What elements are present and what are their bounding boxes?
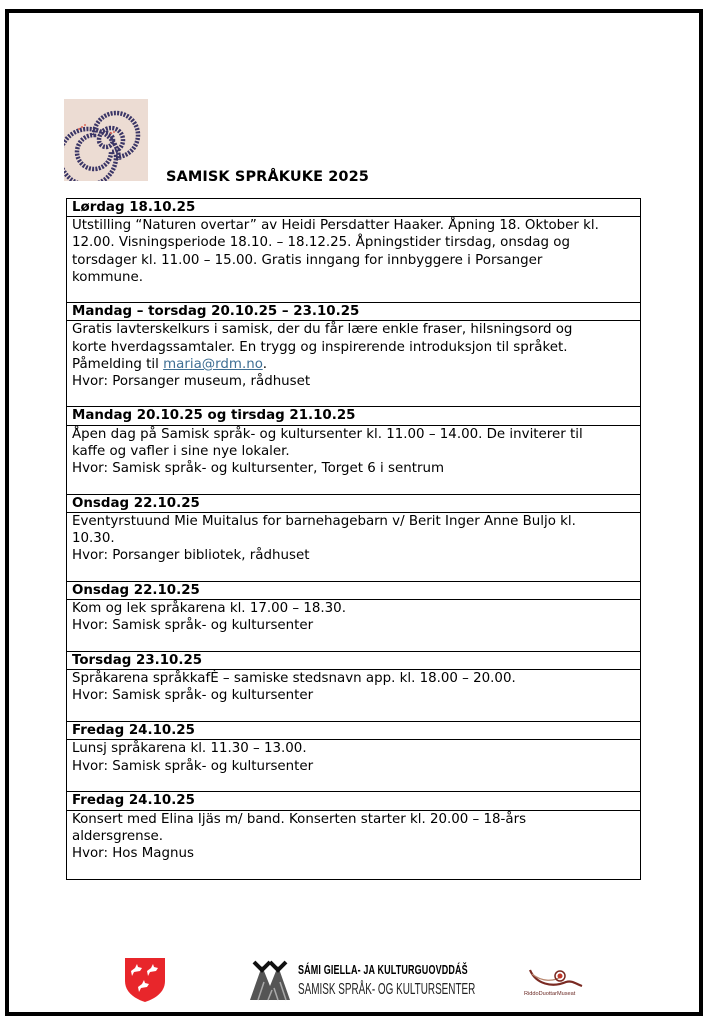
signup-suffix: .: [262, 356, 267, 372]
event-text-line: kaffe og vafler i sine nye lokaler.: [72, 443, 290, 459]
event-location: Hvor: Samisk språk- og kultursenter: [72, 758, 314, 774]
event-detail: [67, 810, 641, 879]
event-date-row: [67, 303, 641, 321]
event-detail-row: [67, 740, 641, 792]
event-date-row: [67, 652, 641, 670]
event-detail-row: [67, 670, 641, 722]
event-location: Hvor: Porsanger bibliotek, rådhuset: [72, 548, 310, 564]
event-date-row: [67, 199, 641, 217]
event-text-line: Åpen dag på Samisk språk- og kultursenter kl. 11.00 – 14.00. De inviterer til: [72, 426, 583, 442]
event-date: Onsdag 22.10.25: [67, 581, 641, 599]
event-text-line: Lunsj språkarena kl. 11.30 – 13.00.: [72, 741, 307, 757]
event-date: Mandag 20.10.25 og tirsdag 21.10.25: [67, 407, 641, 425]
event-date-row: [67, 792, 641, 810]
right-logo-text: RiddoDuottarMuseat: [524, 991, 576, 997]
event-detail: [67, 425, 641, 494]
event-text-line: korte hverdagssamtaler. En trygg og inspirerende introduksjon til språket.: [72, 339, 568, 355]
riddoduottarmuseat-logo: [522, 962, 588, 1002]
language-week-logo: [64, 99, 148, 181]
samisk-kultursenter-logo: [248, 960, 476, 1002]
event-date: Fredag 24.10.25: [67, 792, 641, 810]
event-text-line: Eventyrstuund Mie Muitalus for barnehagebarn v/ Berit Inger Anne Buljo kl.: [72, 513, 576, 529]
event-text-line: torsdager kl. 11.00 – 15.00. Gratis inngang for innbyggere i Porsanger: [72, 252, 543, 268]
event-text-line: Språkarena språkkafÈ – samiske stedsnavn app. kl. 18.00 – 20.00.: [72, 671, 516, 687]
event-location: Hvor: Hos Magnus: [72, 846, 194, 862]
signup-line: [72, 356, 640, 373]
event-text-line: kommune.: [72, 269, 144, 285]
event-date: Mandag – torsdag 20.10.25 – 23.10.25: [67, 303, 641, 321]
event-detail: [67, 600, 641, 652]
event-detail-row: [67, 425, 641, 494]
spiral-logo-icon: [64, 99, 148, 181]
event-text-line: aldersgrense.: [72, 828, 164, 844]
event-location: Hvor: Porsanger museum, rådhuset: [72, 374, 311, 390]
event-date-row: [67, 722, 641, 740]
event-detail-row: [67, 512, 641, 581]
event-text-line: 12.00. Visningsperiode 18.10. – 18.12.25. Åpningstider tirsdag, onsdag og: [72, 235, 570, 251]
event-text-line: Gratis lavterskelkurs i samisk, der du får lære enkle fraser, hilsningsord og: [72, 322, 573, 338]
event-date-row: [67, 581, 641, 599]
event-date-row: [67, 407, 641, 425]
event-date: Onsdag 22.10.25: [67, 494, 641, 512]
center-logo-line1: SÁMI GIELLA- JA KULTURGUOVDDÁŠ: [298, 963, 468, 977]
event-location: Hvor: Samisk språk- og kultursenter: [72, 618, 314, 634]
document-title: SAMISK SPRÅKUKE 2025: [166, 169, 369, 185]
event-text-line: Utstilling “Naturen overtar” av Heidi Persdatter Haaker. Åpning 18. Oktober kl.: [72, 218, 599, 234]
event-text-line: Konsert med Elina Ijäs m/ band. Konserten starter kl. 20.00 – 18-års: [72, 811, 527, 827]
event-text-line: Kom og lek språkarena kl. 17.00 – 18.30.: [72, 601, 346, 617]
porsanger-coat-of-arms: [124, 957, 166, 1003]
event-location: Hvor: Samisk språk- og kultursenter, Torget 6 i sentrum: [72, 461, 445, 477]
event-date: Lørdag 18.10.25: [67, 199, 641, 217]
event-detail-row: [67, 217, 641, 303]
event-detail: [67, 670, 641, 722]
event-detail: [67, 321, 641, 407]
shield-icon: [124, 957, 166, 1003]
event-detail: [67, 740, 641, 792]
signup-prefix: Påmelding til: [72, 356, 164, 372]
events-table: [66, 198, 641, 880]
event-date-row: [67, 494, 641, 512]
event-detail: [67, 217, 641, 303]
event-text-line: 10.30.: [72, 531, 115, 547]
event-detail-row: [67, 600, 641, 652]
lavvu-icon: [248, 960, 294, 1002]
event-location: Hvor: Samisk språk- og kultursenter: [72, 688, 314, 704]
event-date: Fredag 24.10.25: [67, 722, 641, 740]
event-date: Torsdag 23.10.25: [67, 652, 641, 670]
email-link[interactable]: maria@rdm.no: [163, 356, 263, 372]
event-detail-row: [67, 321, 641, 407]
event-detail: [67, 512, 641, 581]
museum-swirl-icon: [522, 962, 588, 992]
center-logo-line2: SAMISK SPRÅK- OG KULTURSENTER: [298, 981, 476, 998]
event-detail-row: [67, 810, 641, 879]
